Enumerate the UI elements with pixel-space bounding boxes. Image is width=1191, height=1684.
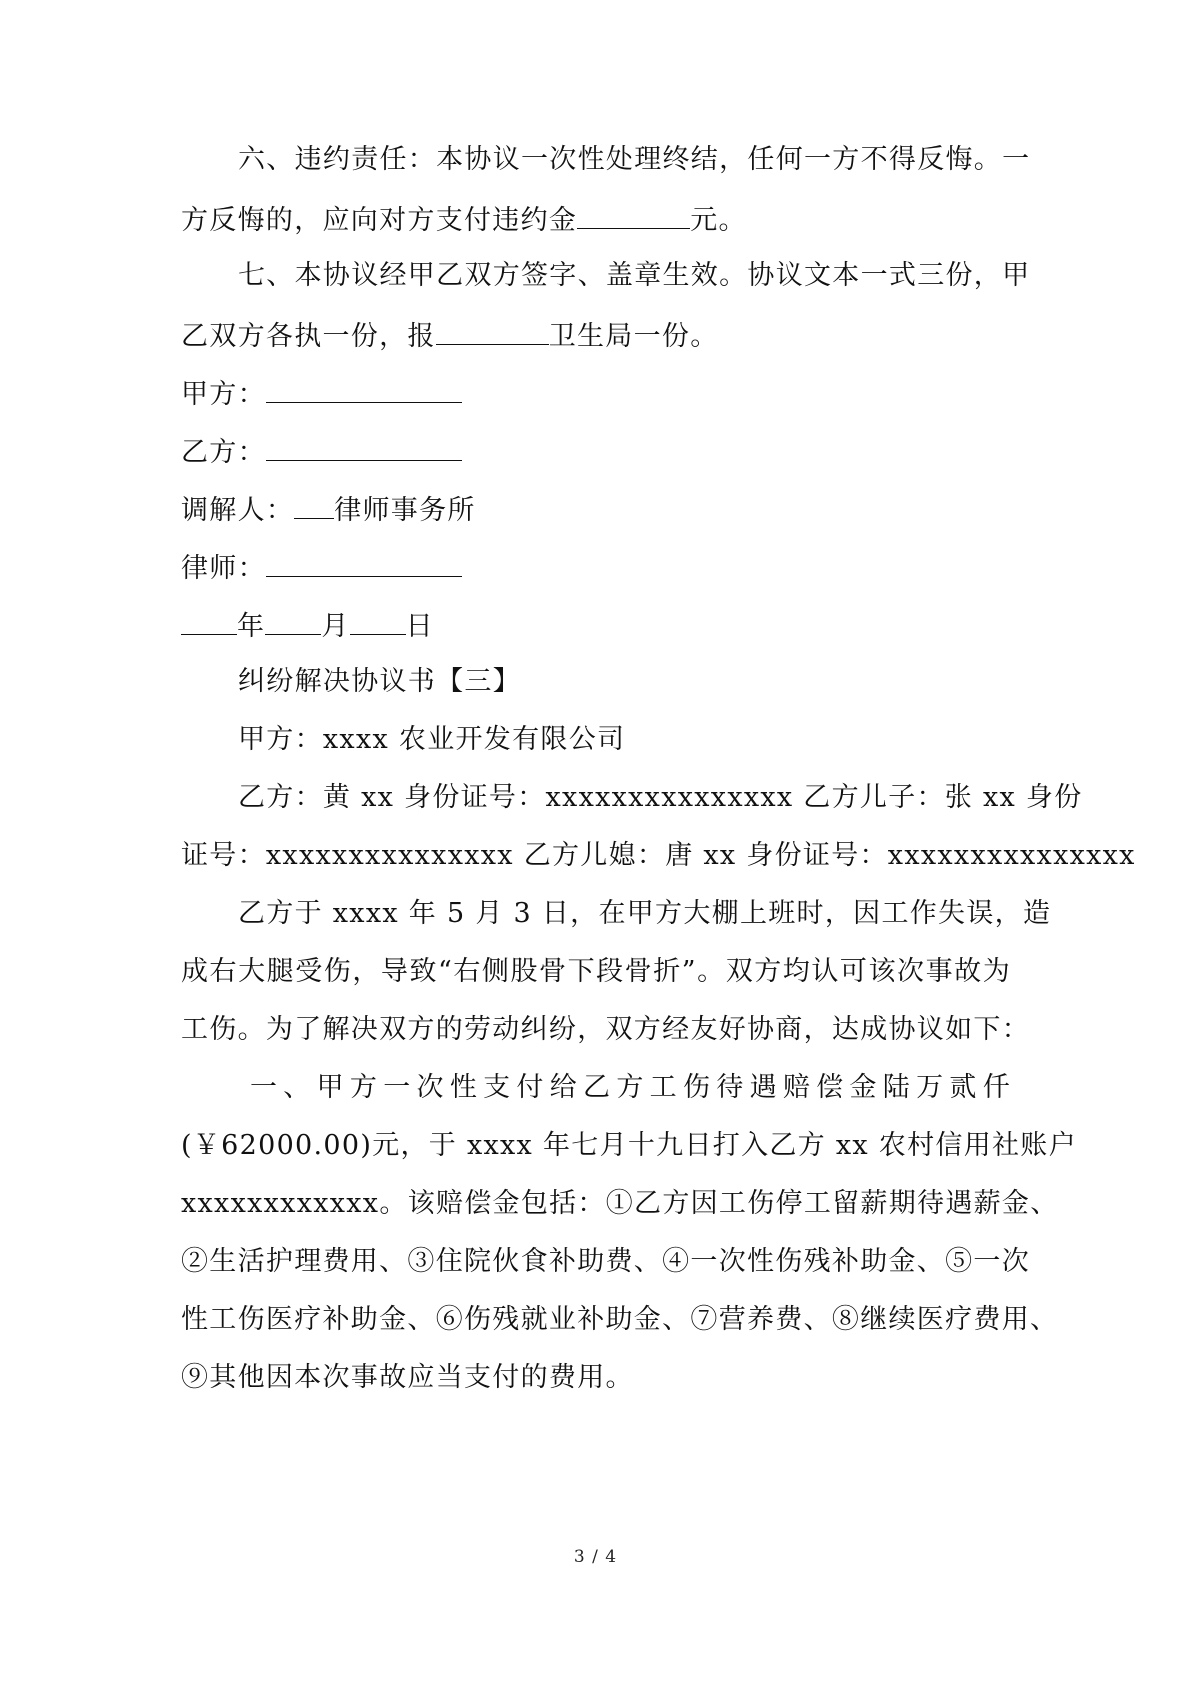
item-1-line-4: ②生活护理费用、③住院伙食补助费、④一次性伤残补助金、⑤一次 <box>181 1246 1030 1277</box>
signature-party-a <box>181 372 1011 412</box>
facts-line-2: 成右大腿受伤，导致“右侧股骨下段骨折”。双方均认可该次事故为 <box>181 956 1011 987</box>
date-year-label: 年 <box>237 611 266 642</box>
date-month-label: 月 <box>321 611 350 642</box>
signature-lawyer-blank <box>266 546 462 577</box>
date-month-blank <box>265 604 321 635</box>
section-6-line-2-text: 方反悔的，应向对方支付违约金 <box>181 205 578 236</box>
section-6-line-2-end: 元。 <box>690 205 747 236</box>
signature-date <box>181 604 1011 644</box>
section-7-line-2 <box>181 314 1011 354</box>
signature-mediator <box>181 488 1011 528</box>
facts-line-1: 乙方于 xxxx 年 5 月 3 日，在甲方大棚上班时，因工作失误，造 <box>238 898 1052 929</box>
agreement-3-party-a: 甲方：xxxx 农业开发有限公司 <box>238 724 626 755</box>
page-number: 3 / 4 <box>573 1547 618 1567</box>
item-1-line-5: 性工伤医疗补助金、⑥伤残就业补助金、⑦营养费、⑧继续医疗费用、 <box>181 1304 1059 1335</box>
signature-mediator-label: 调解人： <box>181 495 295 526</box>
penalty-amount-blank <box>577 198 690 229</box>
signature-party-b-label: 乙方： <box>181 437 266 468</box>
signature-party-a-blank <box>266 372 462 403</box>
date-day-label: 日 <box>405 611 434 642</box>
item-1-line-3: xxxxxxxxxxxx。该赔偿金包括：①乙方因工伤停工留薪期待遇薪金、 <box>181 1188 1059 1219</box>
health-bureau-blank <box>436 314 549 345</box>
item-1-line-6: ⑨其他因本次事故应当支付的费用。 <box>181 1362 634 1393</box>
signature-lawyer <box>181 546 1011 586</box>
signature-party-b <box>181 430 1011 470</box>
section-6-line-1: 六、违约责任：本协议一次性处理终结，任何一方不得反悔。一 <box>238 144 1031 175</box>
date-day-blank <box>350 604 406 635</box>
signature-mediator-blank <box>294 488 334 519</box>
section-6-line-2 <box>181 198 1011 238</box>
section-7-line-1: 七、本协议经甲乙双方签字、盖章生效。协议文本一式三份，甲 <box>238 260 1031 291</box>
date-year-blank <box>181 604 237 635</box>
item-1-line-1: 一、甲方一次性支付给乙方工伤待遇赔偿金陆万贰仟 <box>250 1072 1011 1103</box>
agreement-3-title: 纠纷解决协议书【三】 <box>238 666 521 697</box>
section-7-line-2-end: 卫生局一份。 <box>548 321 719 352</box>
agreement-3-party-b-line-1: 乙方：黄 xx 身份证号：xxxxxxxxxxxxxxx 乙方儿子：张 xx 身份 <box>238 782 1083 813</box>
signature-mediator-firm: 律师事务所 <box>334 495 476 526</box>
facts-line-3: 工伤。为了解决双方的劳动纠纷，双方经友好协商，达成协议如下： <box>181 1014 1030 1045</box>
signature-party-a-label: 甲方： <box>181 379 266 410</box>
section-7-line-2-text: 乙双方各执一份，报 <box>181 321 436 352</box>
signature-party-b-blank <box>266 430 462 461</box>
signature-lawyer-label: 律师： <box>181 553 266 584</box>
item-1-line-2: (￥62000.00)元，于 xxxx 年七月十九日打入乙方 xx 农村信用社账户 <box>181 1130 1077 1161</box>
agreement-3-party-b-line-2: 证号：xxxxxxxxxxxxxxx 乙方儿媳：唐 xx 身份证号：xxxxxxxxxxxxxxx <box>181 840 1136 871</box>
